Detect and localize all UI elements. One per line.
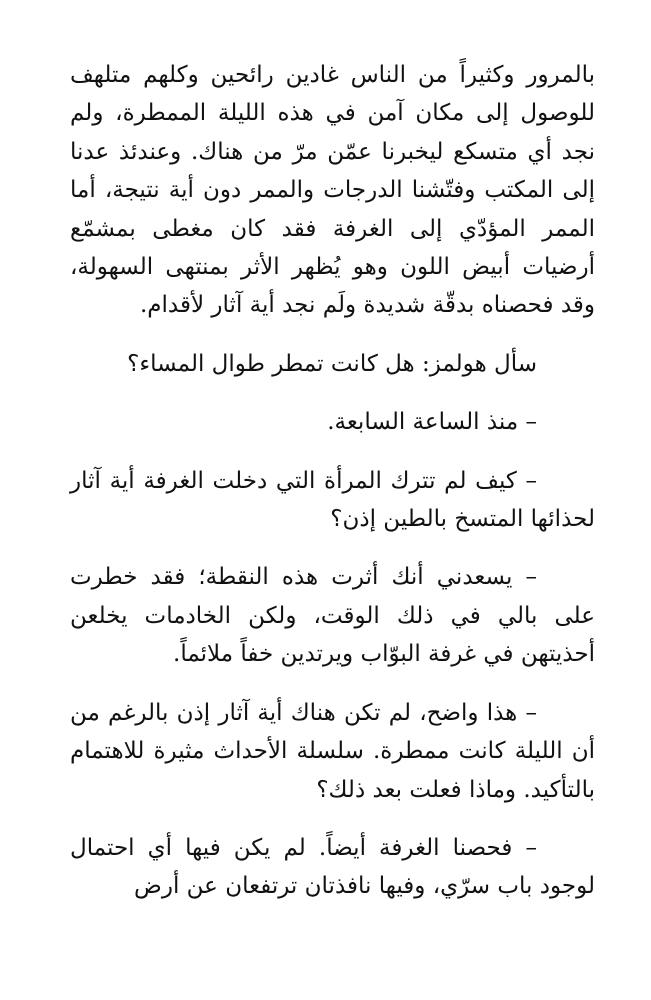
paragraph: – فحصنا الغرفة أيضاً. لم يكن فيها أي احتمال لوجود باب سرّي، وفيها نافذتان ترتفعان عن أرض (70, 834, 595, 900)
paragraph: – يسعدني أنك أثرت هذه النقطة؛ فقد خطرت على بالي في ذلك الوقت، ولكن الخادمات يخلعن أحذيتهن في غرفة البوّاب ويرتدين خفاً ملائماً. (70, 564, 595, 668)
paragraph: – هذا واضح، لم تكن هناك أية آثار إذن بالرغم من أن الليلة كانت ممطرة. سلسلة الأحداث مثيرة للاهتمام بالتأكيد. وماذا فعلت بعد ذلك؟ (70, 699, 595, 803)
paragraph: – منذ الساعة السابعة. (327, 409, 537, 436)
paragraph: سأل هولمز: هل كانت تمطر طوال المساء؟ (127, 350, 537, 377)
paragraph: بالمرور وكثيراً من الناس غادين رائحين وكلهم متلهف للوصول إلى مكان آمن في هذه الليلة الممطرة، ولم نجد أي متسكع ليخبرنا عمّن مرّ من هناك. وعندئذ عدنا إلى المكتب وفتّشنا الدرجات والممر دون أية نتيجة، أما الممر المؤدّي إلى الغرفة فقد كان مغطى بمشمّع أرضيات أبيض اللون وهو يُظهر الأثر بمنتهى السهولة، وقد فحصناه بدقّة شديدة ولَم نجد أية آثار لأقدام. (70, 62, 595, 319)
paragraph: – كيف لم تترك المرأة التي دخلت الغرفة أية آثار لحذائها المتسخ بالطين إذن؟ (70, 467, 595, 533)
